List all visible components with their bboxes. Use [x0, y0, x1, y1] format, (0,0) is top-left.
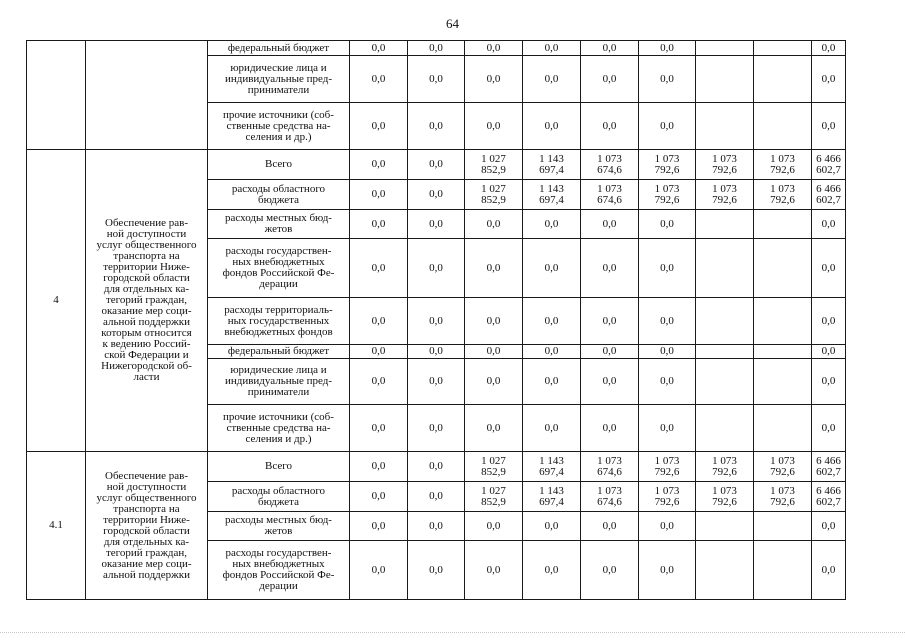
value-cell: 0,0: [581, 210, 639, 239]
row-number-cell: [27, 41, 86, 150]
value-cell: 6 466 602,7: [812, 180, 846, 210]
value-cell: 1 073 674,6: [581, 150, 639, 180]
value-cell: [696, 41, 754, 56]
funding-source-cell: расходы местных бюд- жетов: [208, 512, 350, 541]
value-cell: 0,0: [581, 512, 639, 541]
value-cell: 0,0: [465, 239, 523, 298]
value-cell: 0,0: [523, 405, 581, 452]
value-cell: 1 027 852,9: [465, 452, 523, 482]
value-cell: [696, 541, 754, 600]
value-cell: 0,0: [812, 56, 846, 103]
value-cell: [754, 298, 812, 345]
value-cell: 0,0: [523, 359, 581, 405]
value-cell: 1 073 792,6: [754, 180, 812, 210]
value-cell: [754, 345, 812, 359]
value-cell: 0,0: [408, 180, 465, 210]
value-cell: [696, 210, 754, 239]
value-cell: 1 143 697,4: [523, 180, 581, 210]
value-cell: 0,0: [350, 239, 408, 298]
value-cell: 0,0: [350, 56, 408, 103]
value-cell: 0,0: [465, 56, 523, 103]
value-cell: 0,0: [408, 56, 465, 103]
activity-description-cell: Обеспечение рав- ной доступности услуг общественного транспорта на территории Ниже- городской области для отдельных ка- тегорий граждан, оказание мер соци- альной поддержки которым относится к ведению Россий- ской Федерации и Нижегородской об- ласти: [86, 150, 208, 452]
table-row: [27, 41, 846, 56]
value-cell: 0,0: [812, 239, 846, 298]
value-cell: 0,0: [581, 239, 639, 298]
funding-source-cell: Всего: [208, 452, 350, 482]
value-cell: 0,0: [812, 345, 846, 359]
value-cell: [754, 405, 812, 452]
activity-description-cell: Обеспечение рав- ной доступности услуг общественного транспорта на территории Ниже- городской области для отдельных ка- тегорий граждан, оказание мер соци- альной поддержки: [86, 452, 208, 600]
value-cell: 0,0: [812, 512, 846, 541]
budget-table: [26, 40, 846, 600]
value-cell: 0,0: [350, 541, 408, 600]
scan-edge-line: [0, 632, 905, 634]
value-cell: [754, 56, 812, 103]
value-cell: 1 073 792,6: [696, 482, 754, 512]
value-cell: 1 073 792,6: [754, 482, 812, 512]
value-cell: 0,0: [465, 41, 523, 56]
value-cell: 6 466 602,7: [812, 482, 846, 512]
value-cell: 0,0: [408, 239, 465, 298]
value-cell: 1 027 852,9: [465, 180, 523, 210]
value-cell: 0,0: [812, 405, 846, 452]
funding-source-cell: федеральный бюджет: [208, 345, 350, 359]
value-cell: 0,0: [350, 298, 408, 345]
value-cell: 0,0: [581, 345, 639, 359]
value-cell: 0,0: [581, 298, 639, 345]
value-cell: 1 073 792,6: [754, 452, 812, 482]
value-cell: 0,0: [812, 41, 846, 56]
funding-source-cell: прочие источники (соб- ственные средства на- селения и др.): [208, 103, 350, 150]
value-cell: 1 073 792,6: [754, 150, 812, 180]
funding-source-cell: расходы территориаль- ных государственных внебюджетных фондов: [208, 298, 350, 345]
value-cell: 0,0: [639, 239, 696, 298]
table-row: [27, 452, 846, 482]
funding-source-cell: федеральный бюджет: [208, 41, 350, 56]
value-cell: 1 073 792,6: [639, 180, 696, 210]
value-cell: 1 073 792,6: [639, 150, 696, 180]
value-cell: 0,0: [639, 541, 696, 600]
value-cell: 0,0: [639, 512, 696, 541]
value-cell: 0,0: [812, 359, 846, 405]
value-cell: 0,0: [408, 359, 465, 405]
value-cell: 0,0: [408, 512, 465, 541]
value-cell: 1 073 674,6: [581, 482, 639, 512]
value-cell: 0,0: [465, 512, 523, 541]
value-cell: 1 073 792,6: [696, 452, 754, 482]
funding-source-cell: расходы местных бюд- жетов: [208, 210, 350, 239]
funding-source-cell: расходы государствен- ных внебюджетных фондов Российской Фе- дерации: [208, 541, 350, 600]
value-cell: 6 466 602,7: [812, 150, 846, 180]
funding-source-cell: юридические лица и индивидуальные пред- приниматели: [208, 56, 350, 103]
value-cell: 1 073 792,6: [696, 150, 754, 180]
value-cell: 0,0: [408, 150, 465, 180]
value-cell: 0,0: [465, 210, 523, 239]
value-cell: 0,0: [812, 210, 846, 239]
value-cell: 1 143 697,4: [523, 482, 581, 512]
row-number-cell: 4.1: [27, 452, 86, 600]
value-cell: [696, 345, 754, 359]
value-cell: 1 143 697,4: [523, 150, 581, 180]
value-cell: 0,0: [523, 41, 581, 56]
value-cell: 0,0: [350, 103, 408, 150]
value-cell: 0,0: [523, 541, 581, 600]
value-cell: [754, 359, 812, 405]
value-cell: 0,0: [639, 405, 696, 452]
value-cell: 0,0: [523, 512, 581, 541]
value-cell: 0,0: [581, 41, 639, 56]
value-cell: 1 073 674,6: [581, 452, 639, 482]
funding-source-cell: расходы государствен- ных внебюджетных фондов Российской Фе- дерации: [208, 239, 350, 298]
value-cell: 0,0: [523, 56, 581, 103]
value-cell: [754, 239, 812, 298]
value-cell: 1 143 697,4: [523, 452, 581, 482]
value-cell: 0,0: [408, 41, 465, 56]
value-cell: 0,0: [639, 41, 696, 56]
value-cell: 0,0: [581, 103, 639, 150]
value-cell: 0,0: [812, 103, 846, 150]
funding-source-cell: Всего: [208, 150, 350, 180]
value-cell: 0,0: [408, 345, 465, 359]
value-cell: [754, 541, 812, 600]
value-cell: 0,0: [812, 541, 846, 600]
value-cell: [754, 103, 812, 150]
value-cell: 0,0: [465, 103, 523, 150]
value-cell: [696, 359, 754, 405]
value-cell: 0,0: [350, 210, 408, 239]
value-cell: 0,0: [523, 345, 581, 359]
value-cell: 0,0: [408, 405, 465, 452]
value-cell: 0,0: [465, 359, 523, 405]
activity-description-cell: [86, 41, 208, 150]
value-cell: 0,0: [812, 298, 846, 345]
value-cell: 0,0: [350, 405, 408, 452]
value-cell: 0,0: [350, 512, 408, 541]
value-cell: 0,0: [408, 103, 465, 150]
value-cell: [696, 239, 754, 298]
value-cell: 0,0: [408, 298, 465, 345]
value-cell: 0,0: [465, 345, 523, 359]
value-cell: 0,0: [408, 210, 465, 239]
funding-source-cell: юридические лица и индивидуальные пред- приниматели: [208, 359, 350, 405]
value-cell: [696, 405, 754, 452]
value-cell: 0,0: [639, 298, 696, 345]
value-cell: 0,0: [639, 359, 696, 405]
value-cell: 0,0: [581, 56, 639, 103]
value-cell: 0,0: [523, 239, 581, 298]
value-cell: 0,0: [465, 298, 523, 345]
value-cell: 0,0: [350, 452, 408, 482]
value-cell: [696, 512, 754, 541]
value-cell: 1 027 852,9: [465, 482, 523, 512]
value-cell: 0,0: [523, 210, 581, 239]
page-number: 64: [446, 16, 459, 31]
value-cell: 0,0: [350, 180, 408, 210]
funding-source-cell: расходы областного бюджета: [208, 180, 350, 210]
value-cell: 0,0: [523, 298, 581, 345]
value-cell: 0,0: [581, 541, 639, 600]
value-cell: 0,0: [523, 103, 581, 150]
value-cell: 0,0: [350, 345, 408, 359]
value-cell: 0,0: [408, 452, 465, 482]
value-cell: 0,0: [581, 359, 639, 405]
funding-source-cell: расходы областного бюджета: [208, 482, 350, 512]
value-cell: 0,0: [639, 210, 696, 239]
value-cell: 0,0: [350, 41, 408, 56]
value-cell: 0,0: [350, 150, 408, 180]
value-cell: 1 073 792,6: [696, 180, 754, 210]
value-cell: [696, 298, 754, 345]
value-cell: 1 073 674,6: [581, 180, 639, 210]
value-cell: 0,0: [639, 56, 696, 103]
value-cell: [754, 41, 812, 56]
value-cell: 1 073 792,6: [639, 482, 696, 512]
value-cell: 0,0: [581, 405, 639, 452]
funding-source-cell: прочие источники (соб- ственные средства на- селения и др.): [208, 405, 350, 452]
budget-table-body: [27, 41, 846, 600]
value-cell: 6 466 602,7: [812, 452, 846, 482]
value-cell: [754, 512, 812, 541]
value-cell: 0,0: [350, 482, 408, 512]
table-row: [27, 150, 846, 180]
value-cell: 0,0: [639, 103, 696, 150]
value-cell: [696, 103, 754, 150]
value-cell: 1 027 852,9: [465, 150, 523, 180]
value-cell: 0,0: [639, 345, 696, 359]
value-cell: [696, 56, 754, 103]
row-number-cell: 4: [27, 150, 86, 452]
value-cell: 0,0: [465, 541, 523, 600]
value-cell: 1 073 792,6: [639, 452, 696, 482]
value-cell: 0,0: [408, 541, 465, 600]
value-cell: 0,0: [465, 405, 523, 452]
value-cell: 0,0: [408, 482, 465, 512]
value-cell: [754, 210, 812, 239]
value-cell: 0,0: [350, 359, 408, 405]
